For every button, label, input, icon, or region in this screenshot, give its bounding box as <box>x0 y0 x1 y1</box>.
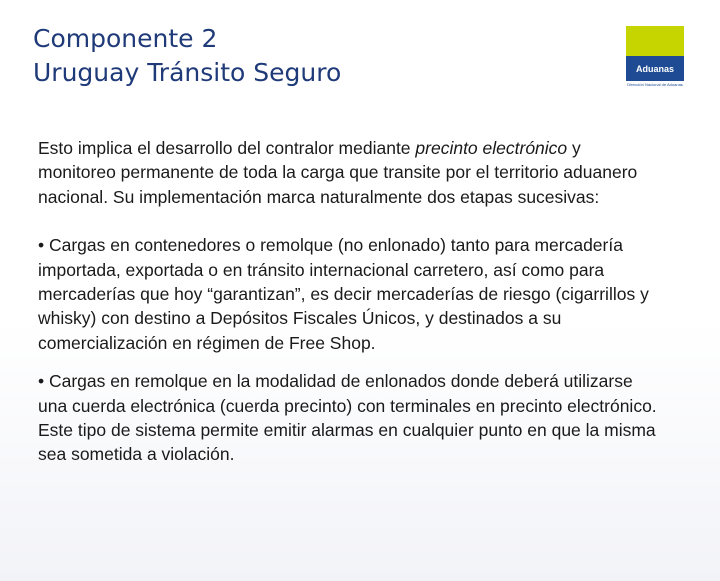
intro-emphasis: precinto electrónico <box>415 138 568 158</box>
intro-text-start: Esto implica el desarrollo del contralor mediante <box>38 138 416 158</box>
title-line-1: Componente 2 <box>33 24 218 53</box>
intro-paragraph <box>38 136 660 209</box>
bullet-item-1: • Cargas en contenedores o remolque (no enlonado) tanto para mercadería importada, exportada o en tránsito internacional carretero, así como para mercaderías que hoy “garantizan”, es decir mercaderías de riesgo (cigarrillos y whisky) con destino a Depósitos Fiscales Únicos, y destinados a su comercialización en régimen de Free Shop. <box>38 235 649 353</box>
logo-name: Aduanas <box>626 56 684 81</box>
title-line-2: Uruguay Tránsito Seguro <box>33 58 342 87</box>
intro-text-end: y monitoreo permanente de toda la carga que transite por el territorio aduanero nacional. Su implementación marca naturalmente dos etapas sucesivas: <box>38 138 638 207</box>
bullet-item-2: • Cargas en remolque en la modalidad de enlonados donde deberá utilizarse una cuerda electrónica (cuerda precinto) con terminales en precinto electrónico. Este tipo de sistema permite emitir alarmas en cualquier punto en que la misma sea sometida a violación. <box>38 371 657 465</box>
aduanas-logo <box>626 26 684 88</box>
slide-title <box>33 22 593 90</box>
logo-tagline: Dirección Nacional de Aduanas <box>627 82 683 87</box>
slide-body <box>38 136 660 467</box>
logo-green-block <box>626 26 684 56</box>
